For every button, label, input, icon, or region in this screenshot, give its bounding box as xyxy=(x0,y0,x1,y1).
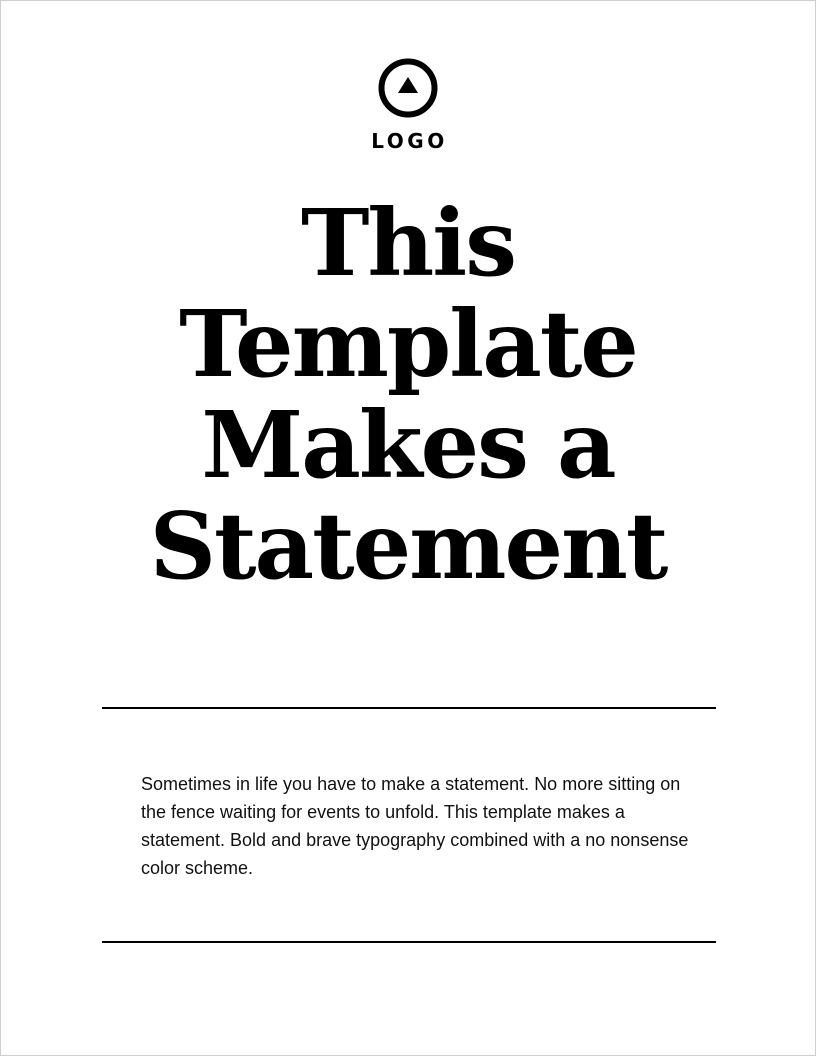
triangle-in-circle-icon xyxy=(377,57,439,119)
headline-line-4: Statement xyxy=(149,492,667,600)
headline xyxy=(1,189,815,600)
headline-line-1: This xyxy=(300,189,516,297)
body-paragraph: Sometimes in life you have to make a statement. No more sitting on the fence waiting for events to unfold. This template makes a statement. Bold and brave typography combined with a no nonsense color scheme. xyxy=(141,774,689,878)
headline-line-3: Makes a xyxy=(201,391,615,499)
logo xyxy=(1,57,815,153)
logo-text: LOGO xyxy=(371,129,448,153)
top-divider xyxy=(102,707,716,709)
bottom-divider xyxy=(102,941,716,943)
headline-line-2: Template xyxy=(179,290,637,398)
